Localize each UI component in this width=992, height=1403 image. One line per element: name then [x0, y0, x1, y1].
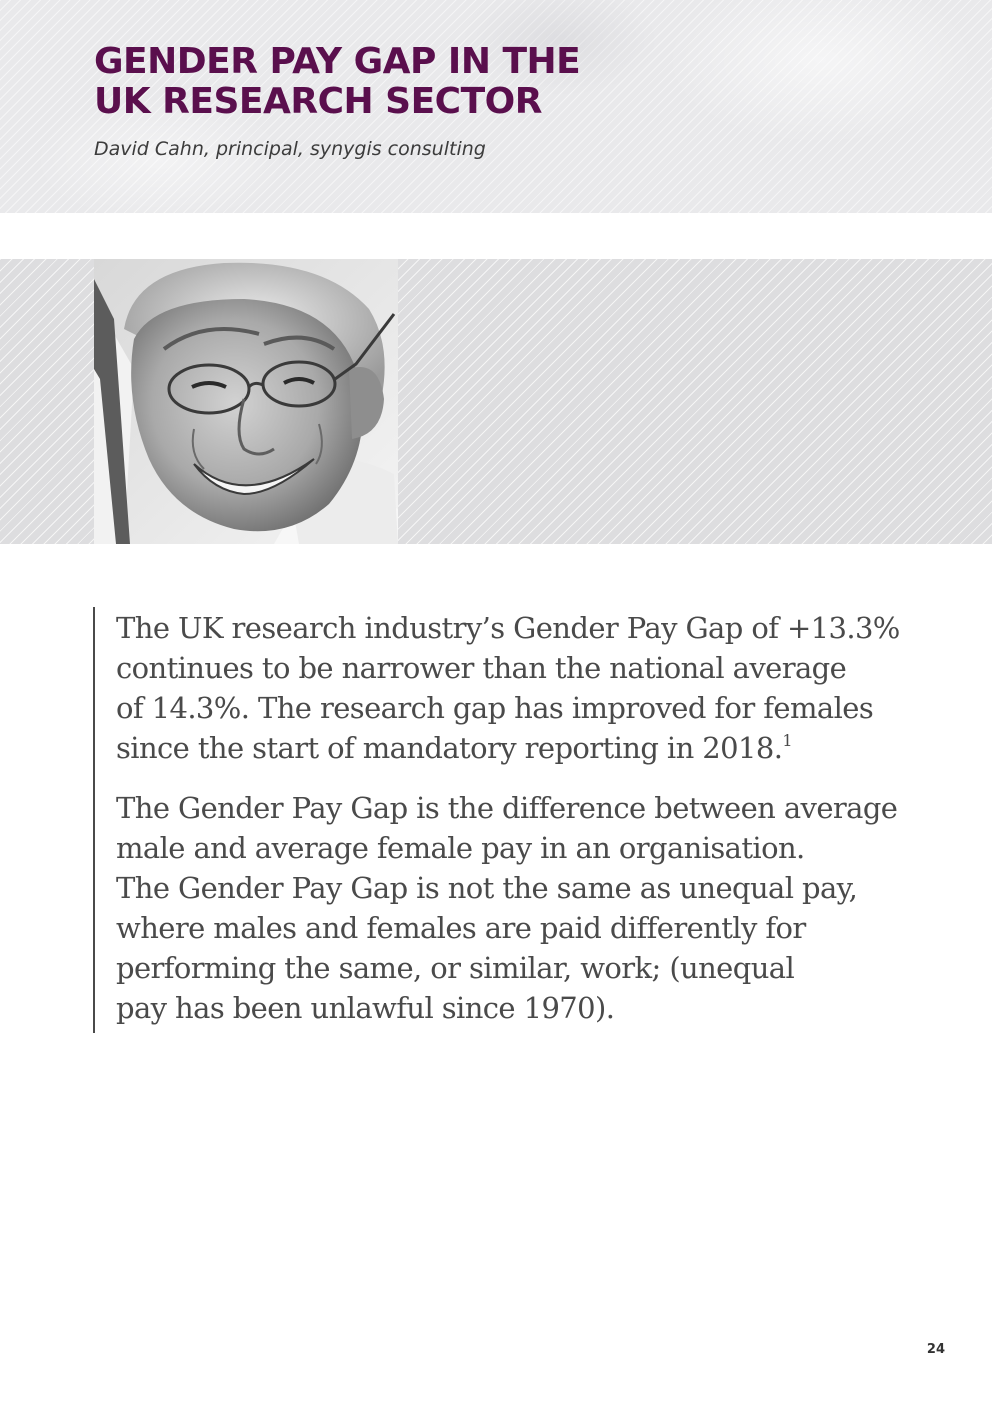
- paragraph-1-line-4: [116, 728, 936, 768]
- page-title-line-2: UK RESEARCH SECTOR: [94, 81, 542, 122]
- paragraph-1-line-2: continues to be narrower than the national average: [116, 651, 847, 685]
- page-title: [94, 42, 654, 122]
- paragraph-2-line-3: The Gender Pay Gap is not the same as unequal pay,: [116, 871, 858, 905]
- paragraph-1-line-4-text: since the start of mandatory reporting in 2018.: [116, 731, 783, 765]
- page-number: 24: [926, 1342, 945, 1357]
- paragraph-1-line-1: The UK research industry’s Gender Pay Gap of +13.3%: [116, 611, 900, 645]
- quote-rule: [93, 607, 95, 1033]
- footnote-ref: 1: [782, 731, 792, 750]
- portrait-image: [94, 259, 398, 544]
- paragraph-2-line-1: The Gender Pay Gap is the difference between average: [116, 791, 898, 825]
- page-title-line-1: GENDER PAY GAP IN THE: [94, 41, 581, 82]
- article-body: [116, 608, 936, 1028]
- paragraph-2-line-5: performing the same, or similar, work; (unequal: [116, 951, 795, 985]
- author-byline: David Cahn, principal, synygis consulting: [94, 138, 486, 160]
- paragraph-1-line-3: of 14.3%. The research gap has improved for females: [116, 691, 874, 725]
- paragraph-1: [116, 608, 936, 768]
- paragraph-2: [116, 788, 936, 1028]
- author-portrait: [94, 259, 398, 544]
- paragraph-2-line-4: where males and females are paid differently for: [116, 911, 806, 945]
- paragraph-2-line-6: pay has been unlawful since 1970).: [116, 991, 615, 1025]
- paragraph-2-line-2: male and average female pay in an organisation.: [116, 831, 805, 865]
